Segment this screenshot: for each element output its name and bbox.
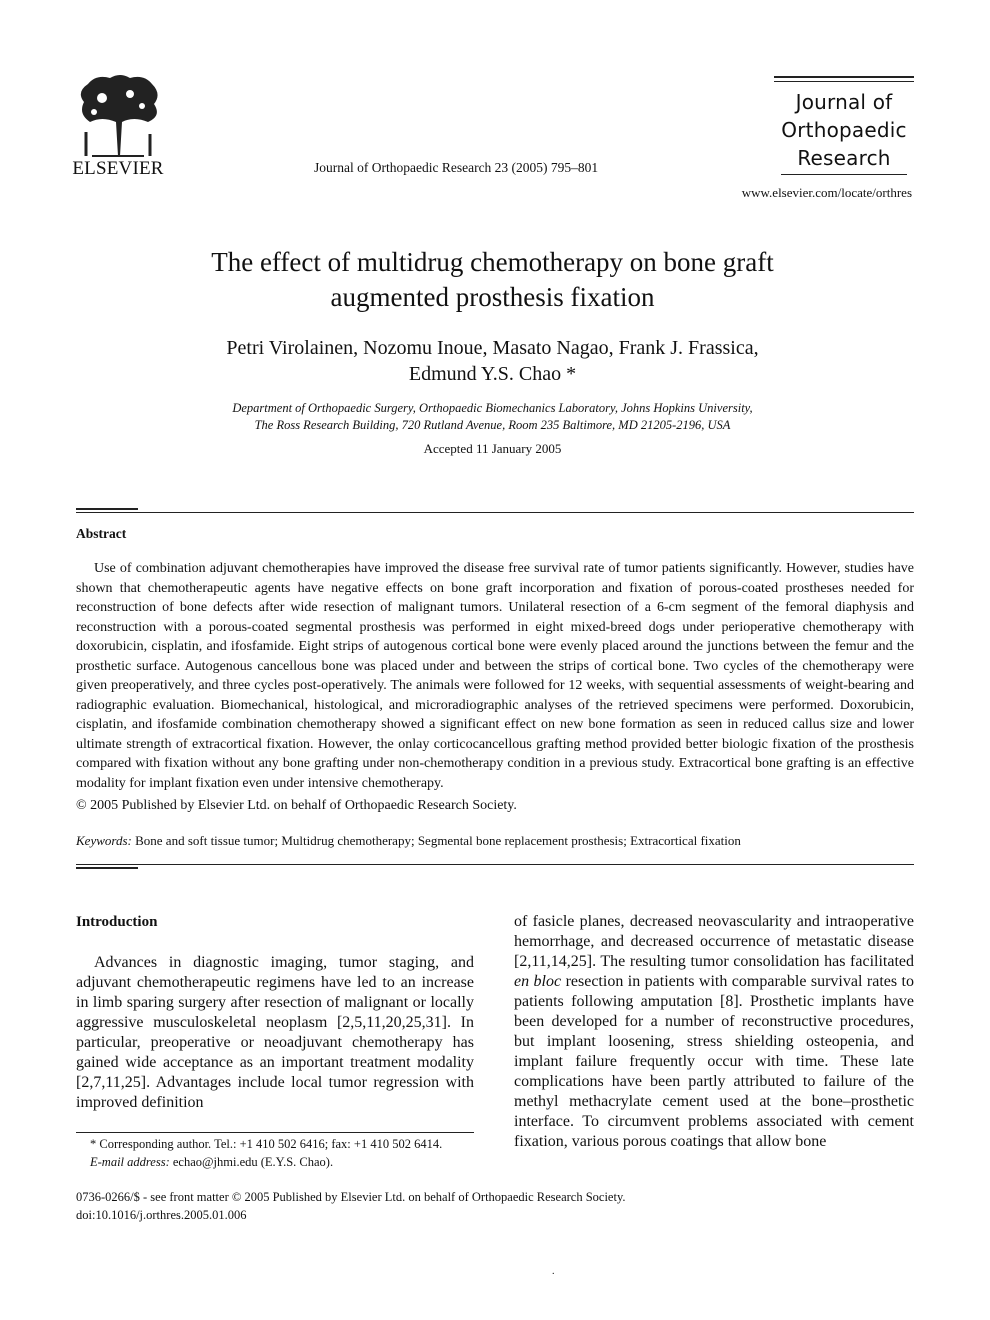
affiliation <box>100 400 885 434</box>
author-line: Petri Virolainen, Nozomu Inoue, Masato Nagao, Frank J. Frassica, <box>226 337 759 359</box>
author-line: Edmund Y.S. Chao * <box>408 363 577 385</box>
page-mark: . <box>552 1266 555 1277</box>
email-label: E-mail address: <box>90 1155 170 1169</box>
footnote <box>90 1135 490 1171</box>
copyright-notice: © 2005 Published by Elsevier Ltd. on behalf of Orthopaedic Research Society. <box>76 798 517 813</box>
paragraph: Advances in diagnostic imaging, tumor staging, and adjuvant chemotherapeutic regimens have led to an increase in limb sparing surgery after resection of malignant or locally aggressive musculoskeletal neoplasm [2,5,11,20,25,31]. In particular, preoperative or neoadjuvant chemotherapy has gained wide acceptance as an important treatment modality [2,7,11,25]. Advantages include local tumor regression with improved definition <box>76 954 474 1111</box>
emphasis-text: en bloc <box>514 973 562 990</box>
divider <box>76 512 914 513</box>
abstract-heading: Abstract <box>76 526 127 541</box>
journal-name-line: Journal of <box>795 90 893 114</box>
front-matter <box>76 1188 626 1224</box>
footnote-divider <box>76 1132 474 1133</box>
affiliation-line: Department of Orthopaedic Surgery, Orthopaedic Biomechanics Laboratory, Johns Hopkins University, <box>232 401 753 415</box>
journal-name-line: Research <box>797 146 891 170</box>
divider <box>774 81 914 82</box>
abstract-text: Use of combination adjuvant chemotherapies have improved the disease free survival rate of tumor patients significantly. However, studies have shown that chemotherapeutic agents have negative effects on bone graft incorporation and fixation of porous-coated prostheses needed for reconstruction of bone defects after wide resection of malignant tumors. Unilateral resection of a 6-cm segment of the femoral diaphysis and reconstruction with a porous-coated segmental prosthesis was performed in eight mixed-breed dogs under perioperative chemotherapy with doxorubicin, cisplatin, and ifosfamide. Eight strips of autogenous cortical bone were evenly placed around the junctions between the femur and the prosthetic surface. Autogenous cancellous bone was placed under and between the strips of cortical bone. Two cycles of the chemotherapy were given preoperatively, and three cycles post-operatively. The animals were followed for 12 weeks, with sequential assessments of weight-bearing and radiographic evaluation. Biomechanical, histological, and microradiographic analyses of the retrieved specimens were performed. Doxorubicin, cisplatin, and ifosfamide combination chemotherapy showed a significant effect on new bone formation as seen in reduced callus size and lower ultimate strength of extracortical fixation. However, the onlay corticocancellous grafting method provided better biologic fixation of the prosthesis compared with fixation without any bone grafting under non-chemotherapy condition in a previous study. Extracortical bone grafting is an effective modality for implant fixation even under intensive chemotherapy. <box>76 561 914 791</box>
divider <box>76 867 138 869</box>
elsevier-logo <box>66 72 170 182</box>
paragraph-text: resection in patients with comparable survival rates to patients following amputation [8]. Prosthetic implants have been developed for a number of reconstructive procedures, but implant loosening, stress shielding osteopenia, and implant failure frequently occur with time. These late complications have been partly attributed to failure of the methyl methacrylate cement used at the bone–prosthetic interface. To circumvent problems associated with cement fixation, various porous coatings that allow bone <box>514 973 914 1150</box>
paragraph <box>514 912 914 1152</box>
divider <box>76 864 914 865</box>
section-heading: Introduction <box>76 914 158 930</box>
article-title <box>100 245 885 315</box>
divider <box>774 76 914 78</box>
publisher-name: ELSEVIER <box>72 158 164 179</box>
keywords-list: Bone and soft tissue tumor; Multidrug chemotherapy; Segmental bone replacement prosthesis; Extracortical fixation <box>135 833 741 848</box>
divider <box>76 508 138 510</box>
journal-citation: Journal of Orthopaedic Research 23 (2005) 795–801 <box>314 160 599 175</box>
journal-title-box <box>774 76 914 175</box>
journal-name-line: Orthopaedic <box>781 118 907 142</box>
author-list <box>100 335 885 387</box>
email-line <box>90 1153 490 1171</box>
accepted-date: Accepted 11 January 2005 <box>423 441 562 456</box>
affiliation-line: The Ross Research Building, 720 Rutland Avenue, Room 235 Baltimore, MD 21205-2196, USA <box>254 418 731 432</box>
divider <box>781 174 907 175</box>
paragraph-text: of fasicle planes, decreased neovascularity and intraoperative hemorrhage, and decreased occurrence of metastatic disease [2,11,14,25]. The resulting tumor consolidation has facilitated <box>514 913 914 970</box>
title-line: The effect of multidrug chemotherapy on bone graft <box>211 247 774 277</box>
title-line: augmented prosthesis fixation <box>330 282 655 312</box>
corresponding-author: * Corresponding author. Tel.: +1 410 502 6416; fax: +1 410 502 6414. <box>90 1137 443 1151</box>
doi-line[interactable]: doi:10.1016/j.orthres.2005.01.006 <box>76 1208 247 1222</box>
elsevier-tree-icon <box>72 72 164 158</box>
keywords-label: Keywords: <box>76 833 132 848</box>
keywords <box>76 833 741 849</box>
email-address[interactable]: echao@jhmi.edu (E.Y.S. Chao). <box>169 1155 334 1169</box>
body-column-left <box>76 953 474 1113</box>
body-column-right <box>514 912 914 1152</box>
journal-url[interactable]: www.elsevier.com/locate/orthres <box>741 185 912 200</box>
issn-line: 0736-0266/$ - see front matter © 2005 Published by Elsevier Ltd. on behalf of Orthopaedic Research Society. <box>76 1190 626 1204</box>
